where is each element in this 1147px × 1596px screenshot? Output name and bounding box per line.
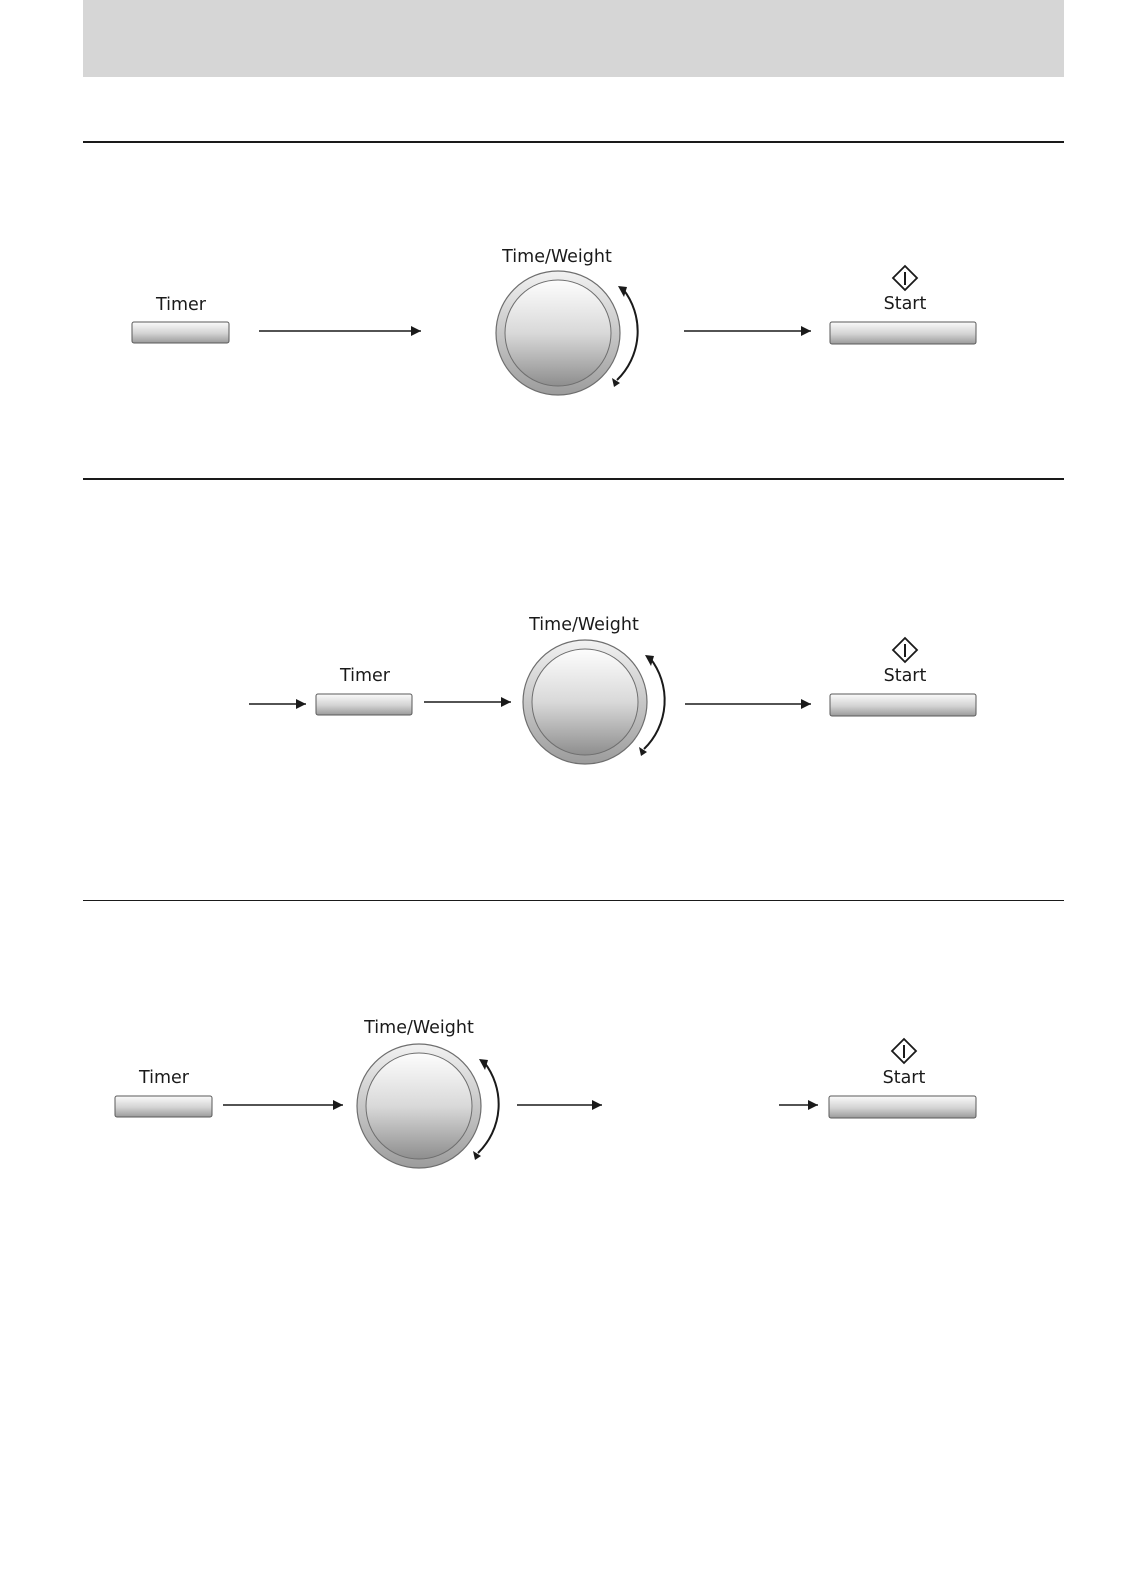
start-label: Start <box>883 294 927 314</box>
time-weight-dial[interactable] <box>357 1044 481 1168</box>
start-button[interactable] <box>830 322 976 344</box>
start-diamond-icon <box>893 638 917 662</box>
start-diamond-icon <box>893 266 917 290</box>
header-band <box>83 0 1064 77</box>
section-rule-2 <box>83 478 1064 480</box>
dial-label: Time/Weight <box>364 1018 474 1038</box>
dial-label: Time/Weight <box>502 247 612 267</box>
timer-label: Timer <box>339 666 391 686</box>
start-label: Start <box>883 666 927 686</box>
diagram-row-3 <box>0 1005 1147 1205</box>
timer-button[interactable] <box>115 1096 212 1117</box>
start-diamond-icon <box>892 1039 916 1063</box>
timer-button[interactable] <box>132 322 229 343</box>
section-rule-1 <box>83 141 1064 143</box>
timer-label: Timer <box>155 295 207 315</box>
timer-label: Timer <box>138 1068 190 1088</box>
dial-label: Time/Weight <box>529 615 639 635</box>
diagram-row-1 <box>0 230 1147 430</box>
timer-button[interactable] <box>316 694 412 715</box>
diagram-row-2 <box>0 600 1147 800</box>
section-rule-3 <box>83 900 1064 901</box>
start-button[interactable] <box>829 1096 976 1118</box>
time-weight-dial[interactable] <box>523 640 647 764</box>
start-label: Start <box>882 1068 926 1088</box>
start-button[interactable] <box>830 694 976 716</box>
time-weight-dial[interactable] <box>496 271 620 395</box>
